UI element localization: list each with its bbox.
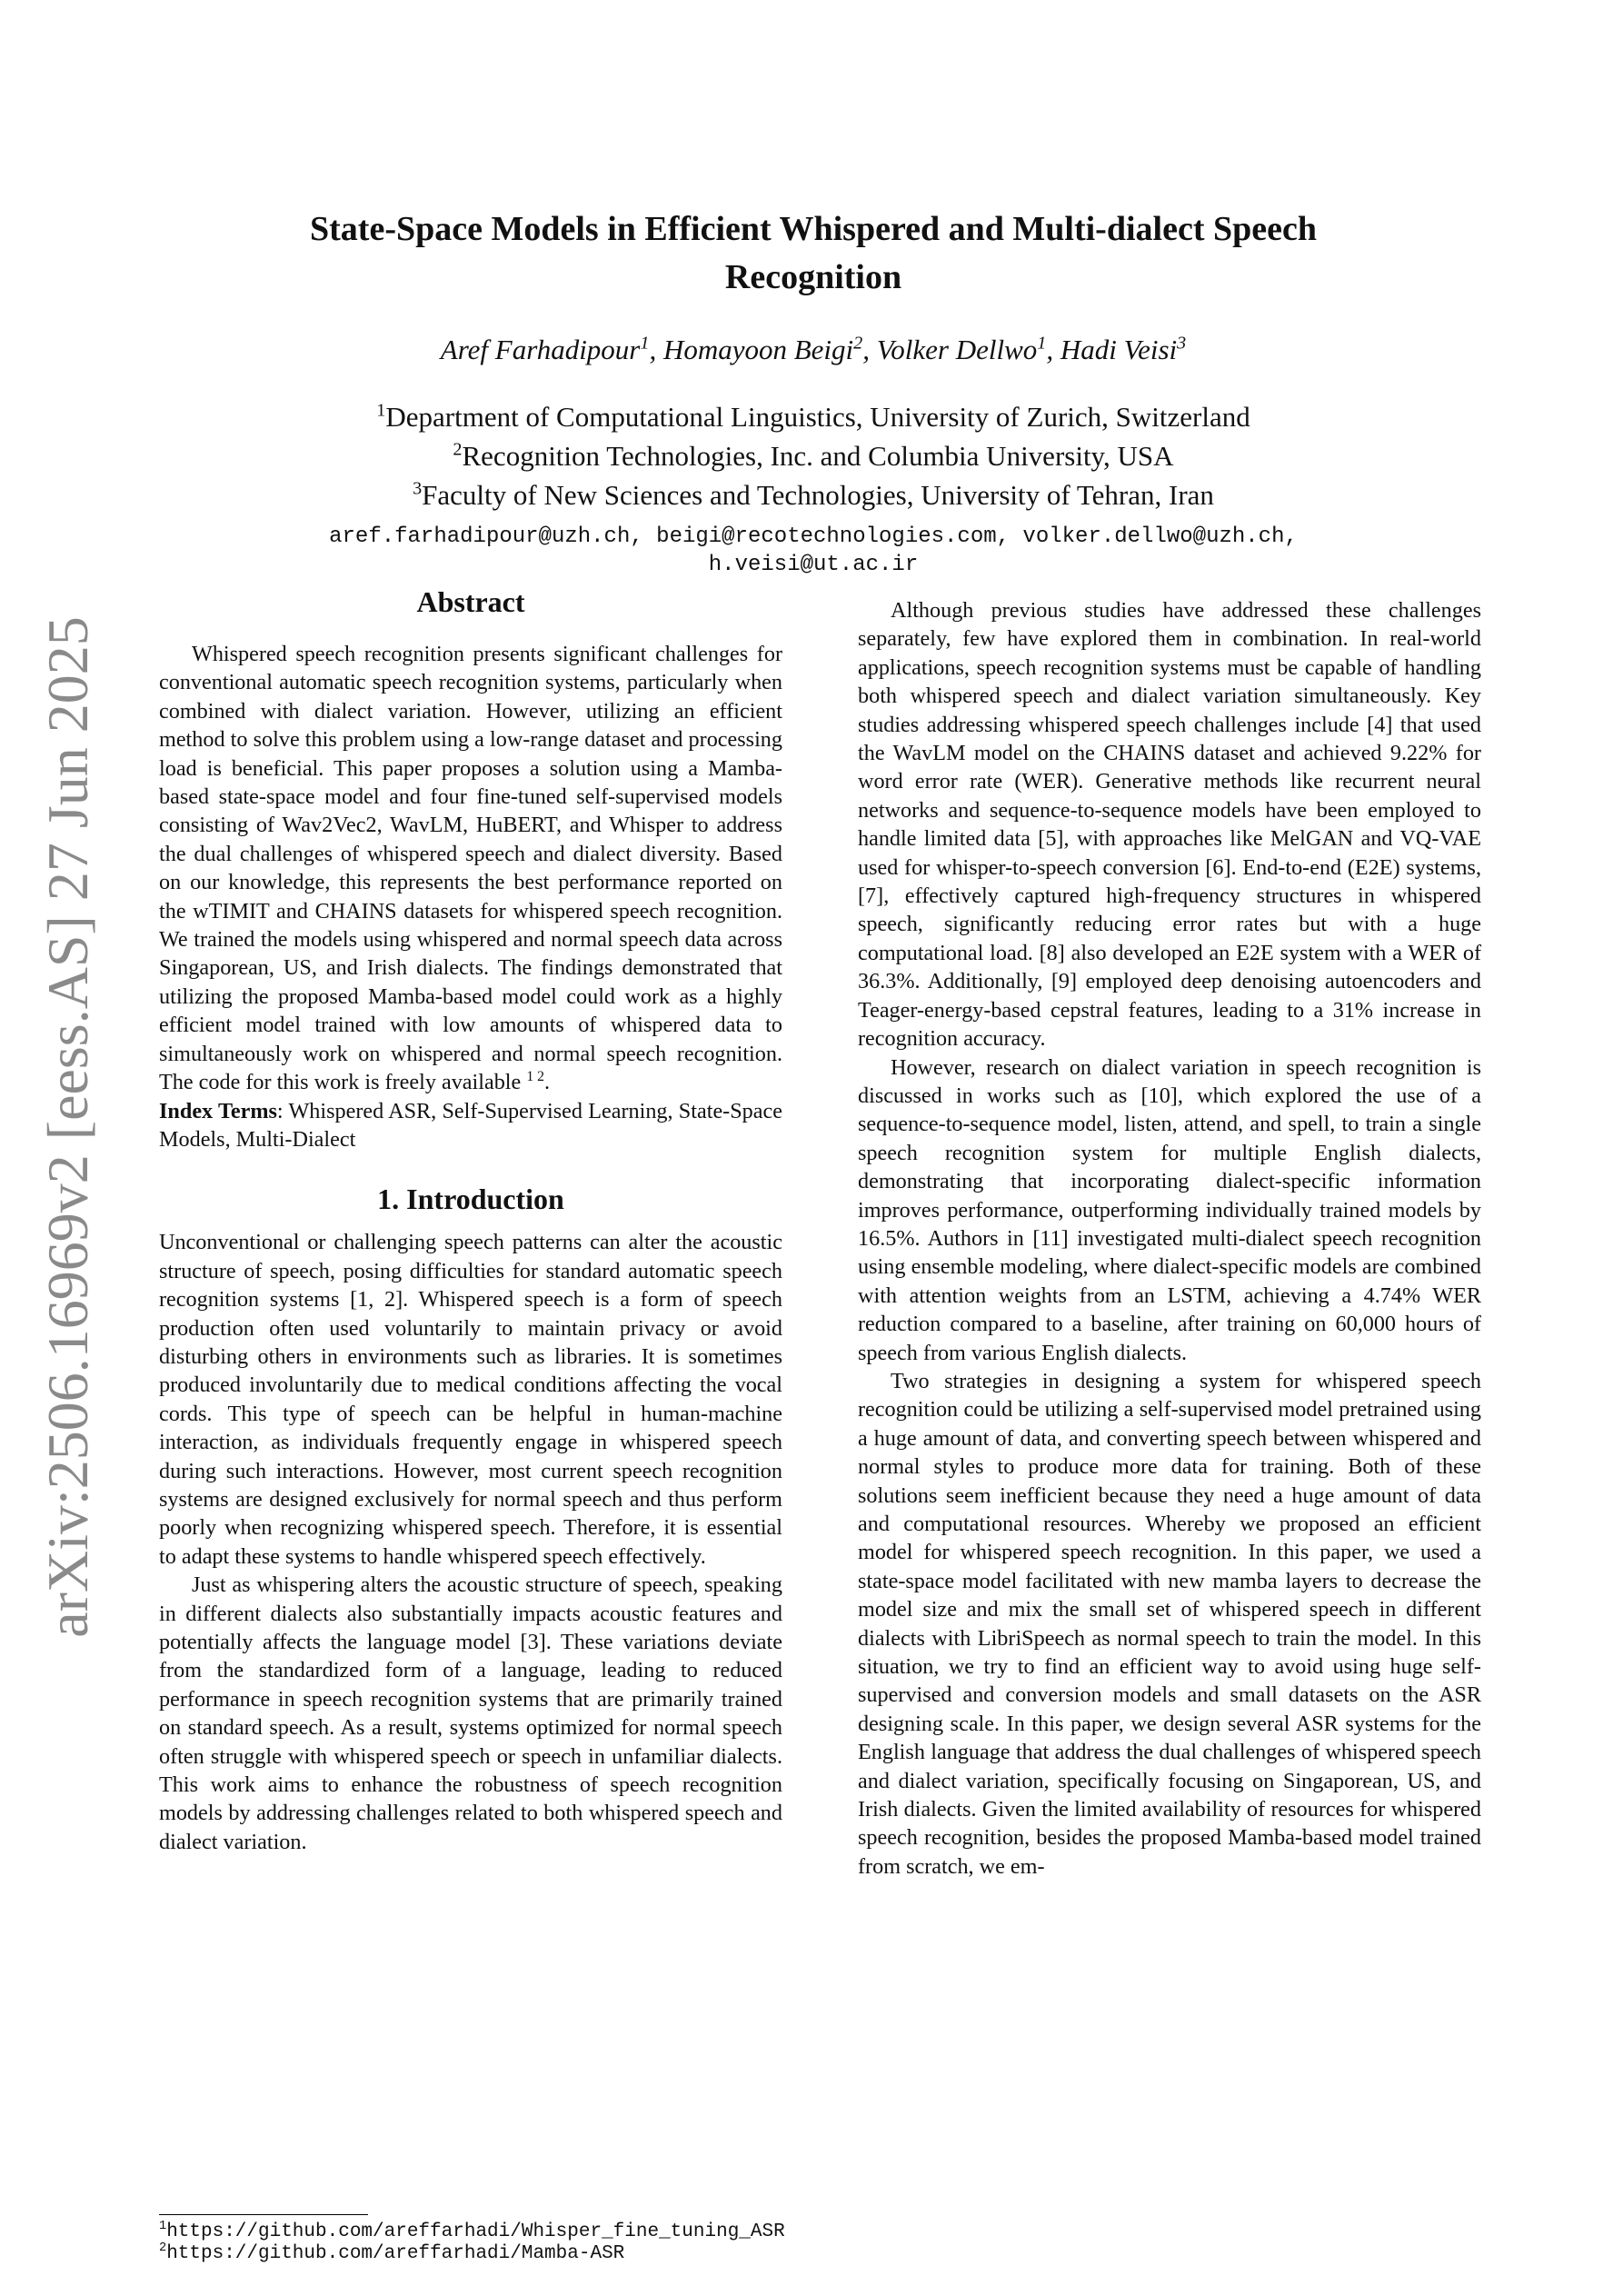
affiliation [218, 397, 1409, 436]
intro-paragraph: Although previous studies have addressed these challenges separately, few have explored them in combination. In real-world applications, speech recognition systems must be capable of handling both whispered speech and dialect variation simultaneously. Key studies addressing whispered speech challenges include [4] that used the WavLM model on the CHAINS dataset and achieved 9.22% for word error rate (WER). Generative methods like recurrent neural networks and sequence-to-sequence models have been employed to handle limited data [5], with approaches like MelGAN and VQ-VAE used for whisper-to-speech conversion [6]. End-to-end (E2E) systems, [7], effectively captured high-frequency structures in whispered speech, significantly reducing error rates but with a huge computational load. [8] also developed an E2E system with a WER of 36.3%. Additionally, [9] employed deep denoising autoencoders and Teager-energy-based cepstral features, leading to a 31% increase in recognition accuracy. [858, 598, 1481, 1052]
affiliation [218, 475, 1409, 514]
intro-paragraph: However, research on dialect variation in speech recognition is discussed in works such as [10], which explored the use of a sequence-to-sequence model, listen, attend, and spell, to train a single speech recognition system for multiple English dialects, demonstrating that incorporating dialect-specific information improves performance, outperforming individually trained models by 16.5%. Authors in [11] investigated multi-dialect speech recognition using ensemble modeling, where dialect-specific models are combined with attention weights from an LSTM, achieving a 4.74% WER reduction compared to a baseline, after training on 60,000 hours of speech from various English dialects. [858, 1054, 1481, 1365]
paper-title: State-Space Models in Efficient Whispered and Multi-dialect Speech Recognition [310, 210, 1317, 296]
author-name: Aref Farhadipour [440, 334, 641, 365]
footnote-link[interactable]: https://github.com/areffarhadi/Whisper_fine_tuning_ASR [166, 2221, 785, 2242]
footnote-marks: 1 2 [526, 1069, 544, 1085]
author-affiliation-mark: 1 [640, 333, 650, 354]
footnote-mark: 1 [159, 2220, 167, 2233]
footnote-divider [159, 2214, 368, 2215]
index-terms-label: Index Terms [159, 1098, 277, 1123]
arxiv-identifier: arXiv:2506.16969v2 [eess.AS] 27 Jun 2025 [35, 616, 100, 1638]
affiliation-text: Recognition Technologies, Inc. and Columbia University, USA [462, 440, 1174, 472]
author-affiliation-mark: 3 [1177, 333, 1187, 354]
author-name: Volker Dellwo [876, 334, 1038, 365]
footnote [159, 2243, 782, 2265]
author-name: Hadi Veisi [1060, 334, 1178, 365]
affiliation-text: Faculty of New Sciences and Technologies, University of Tehran, Iran [422, 479, 1214, 511]
email-line: aref.farhadipour@uzh.ch, beigi@recotechnologies.com, volker.dellwo@uzh.ch, [329, 524, 1298, 549]
affiliation-list [218, 397, 1409, 514]
author-affiliation-mark: 2 [853, 333, 863, 354]
intro-paragraph: Just as whispering alters the acoustic structure of speech, speaking in different dialects also substantially impacts acoustic features and potentially affects the language model [3]. These variations deviate from the standardized form of a language, leading to reduced performance in speech recognition systems that are primarily trained on standard speech. As a result, systems optimized for normal speech often struggle with whispered speech or speech in unfamiliar dialects. This work aims to enhance the robustness of speech recognition models by addressing challenges related to both whispered speech and dialect variation. [159, 1572, 782, 1854]
author-list: Aref Farhadipour$^1$, Homayoon Beigi$^2$, Volker Dellwo$^1$, Hadi Veisi$^3$ [440, 333, 1187, 365]
abstract-heading: Abstract [416, 585, 525, 618]
affiliation-mark: 1 [376, 400, 386, 421]
footnotes [159, 2220, 785, 2265]
affiliation [218, 436, 1409, 475]
author-name: Homayoon Beigi [662, 334, 854, 365]
intro-paragraph: Two strategies in designing a system for whispered speech recognition could be utilizing a self-supervised model pretrained using a huge amount of data, and converting speech between whispered and normal styles to produce more data for training. Both of these solutions seem inefficient because they need a huge amount of data and computational resources. Whereby we proposed an efficient model for whispered speech recognition. In this paper, we used a state-space model facilitated with new mamba layers to decrease the model size and mix the small set of whispered speech in different dialects with LibriSpeech as normal speech to train the model. In this situation, we try to find an efficient way to avoid using huge self-supervised and conversion models and small datasets on the ASR designing scale. In this paper, we design several ASR systems for the English language that address the dual challenges of whispered speech and dialect variation, specifically focusing on Singaporean, US, and Irish dialects. Given the limited availability of resources for whispered speech recognition, besides the proposed Mamba-based model trained from scratch, we em- [858, 1368, 1481, 1879]
footnote-link[interactable]: https://github.com/areffarhadi/Mamba-ASR [166, 2243, 625, 2264]
abstract-paragraph: Whispered speech recognition presents significant challenges for conventional automatic speech recognition systems, particularly when combined with dialect variation. However, utilizing an efficient method to solve this problem using a low-range dataset and processing load is beneficial. This paper proposes a solution using a Mamba-based state-space model and four fine-tuned self-supervised models consisting of Wav2Vec2, WavLM, HuBERT, and Whisper to address the dual challenges of whispered speech and dialect diversity. Based on our knowledge, this represents the best performance reported on the wTIMIT and CHAINS datasets for whispered speech recognition. We trained the models using whispered and normal speech data across Singaporean, US, and Irish dialects. The findings demonstrated that utilizing the proposed Mamba-based model could work as a highly efficient model trained with low amounts of whispered data to simultaneously work on whispered and normal speech recognition. The code for this work is freely available $^{1 2}$. [159, 642, 782, 1095]
affiliation-mark: 3 [413, 478, 423, 499]
right-column [858, 596, 1481, 1881]
introduction-heading: 1. Introduction [377, 1183, 564, 1216]
email-line: h.veisi@ut.ac.ir [708, 553, 919, 577]
author-affiliation-mark: 1 [1037, 333, 1047, 354]
affiliation-mark: 2 [453, 439, 463, 460]
index-terms: Index Terms: Whispered ASR, Self-Supervised Learning, State-Space Models, Multi-Dialect [159, 1098, 782, 1152]
email-list [218, 523, 1409, 579]
footnote-mark: 2 [159, 2241, 167, 2255]
intro-paragraph: Unconventional or challenging speech patterns can alter the acoustic structure of speech, posing difficulties for standard automatic speech recognition systems [1, 2]. Whispered speech is a form of speech production often used voluntarily to maintain privacy or avoid disturbing others in environments such as libraries. It is sometimes produced involuntarily due to medical conditions affecting the vocal cords. This type of speech can be helpful in human-machine interaction, as individuals frequently engage in whispered speech during such interactions. However, most current speech recognition systems are designed exclusively for normal speech and thus perform poorly when recognizing whispered speech. Therefore, it is essential to adapt these systems to handle whispered speech effectively. [159, 1230, 782, 1569]
footnote [159, 2220, 785, 2243]
abstract-body: Whispered speech recognition presents significant challenges for conventional automatic speech recognition systems, particularly when combined with dialect variation. However, utilizing an efficient method to solve this problem using a low-range dataset and processing load is beneficial. This paper proposes a solution using a Mamba-based state-space model and four fine-tuned self-supervised models consisting of Wav2Vec2, WavLM, HuBERT, and Whisper to address the dual challenges of whispered speech and dialect diversity. Based on our knowledge, this represents the best performance reported on the wTIMIT and CHAINS datasets for whispered speech recognition. We trained the models using whispered and normal speech data across Singaporean, US, and Irish dialects. The findings demonstrated that utilizing the proposed Mamba-based model could work as a highly efficient model trained with low amounts of whispered data to simultaneously work on whispered and normal speech recognition. The code for this work is freely available [159, 642, 782, 1095]
index-terms-text: Whispered ASR, Self-Supervised Learning, State-Space Models, Multi-Dialect [159, 1098, 782, 1152]
left-column [159, 584, 782, 1856]
affiliation-text: Department of Computational Linguistics, University of Zurich, Switzerland [385, 401, 1250, 433]
